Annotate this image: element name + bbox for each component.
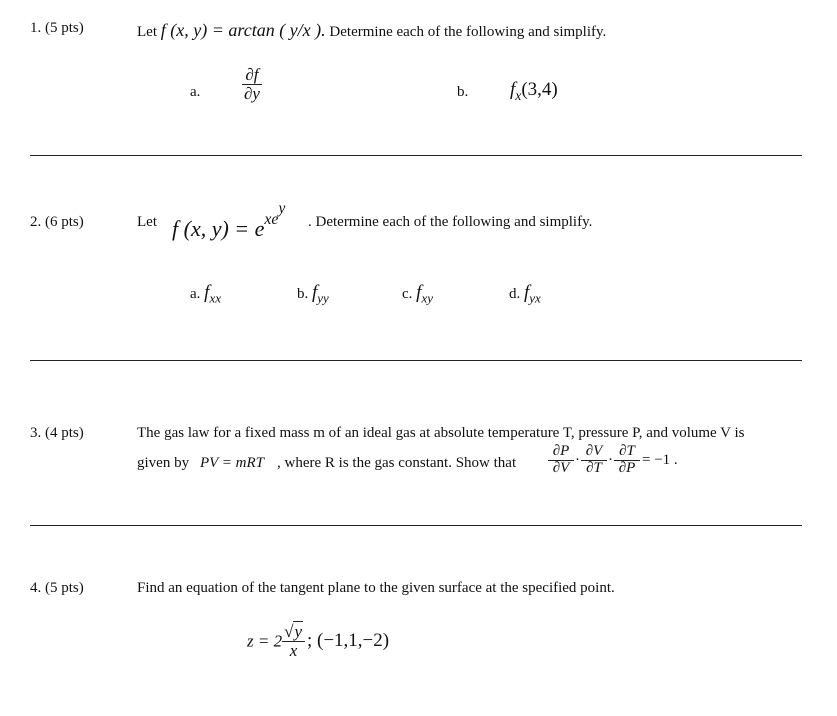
q2-exp-exp: y [278, 200, 286, 217]
q2-part-b [297, 282, 329, 307]
q3-f2-num: ∂V [585, 443, 603, 459]
q3-f1-num: ∂P [552, 443, 570, 459]
q2-instruction: . Determine each of the following and simplify. [308, 214, 593, 230]
divider-3 [30, 525, 802, 526]
q2-part-a-sub: xx [209, 290, 221, 306]
q2-part-d [509, 282, 541, 307]
divider-1 [30, 155, 802, 156]
q2-part-b-sub: yy [317, 290, 329, 306]
q2-function [172, 200, 285, 242]
q3-line1: The gas law for a fixed mass m of an ideal gas at absolute temperature T, pressure P, and volume V is [137, 425, 745, 441]
q2-part-c-f: f [416, 282, 422, 303]
q3-number: 3. (4 pts) [30, 425, 84, 441]
q1-b-label: b. [457, 84, 469, 100]
q2-part-d-f: f [524, 282, 530, 303]
q3-f1-den: ∂V [548, 460, 574, 477]
q1-number: 1. (5 pts) [30, 20, 84, 36]
q1-a-denominator: ∂y [244, 83, 260, 103]
divider-2 [30, 360, 802, 361]
q4-equation [247, 623, 389, 660]
q4-z-eq: z = 2 [247, 631, 283, 651]
sqrt-icon: √ [284, 622, 294, 641]
q1-let: Let [137, 24, 157, 40]
q1-function: f (x, y) = arctan ( y/x ). [160, 20, 326, 40]
q3-f3-num: ∂T [619, 443, 635, 459]
q3-f2-den: ∂T [581, 460, 607, 477]
q2-function-lhs: f (x, y) = e [172, 216, 265, 242]
q2-part-c-label: c. [402, 286, 413, 302]
q2-part-b-label: b. [297, 286, 309, 302]
q1-statement [137, 20, 606, 41]
q3-rhs: = −1 . [642, 451, 678, 468]
q2-part-c-sub: xy [421, 290, 433, 306]
q2-part-a-label: a. [190, 286, 201, 302]
q1-b-f: f [510, 79, 516, 100]
q2-part-d-sub: yx [529, 290, 541, 306]
q3-line2-b: , where R is the gas constant. Show that [277, 455, 517, 471]
q4-denominator: x [282, 641, 305, 660]
q3-product: $\frac{\partial P}{\partial V}$ · $\frac{\partial V}{\partial T}$ · $\frac{\partial T}{\partial P}$ = −1 . [548, 444, 678, 477]
q3-f3-den: ∂P [614, 460, 640, 477]
q2-part-b-f: f [312, 282, 318, 303]
q1-b-expression [510, 79, 558, 104]
q2-part-a [190, 282, 221, 307]
q2-number: 2. (6 pts) [30, 214, 84, 230]
q4-number: 4. (5 pts) [30, 580, 84, 596]
q2-let: Let [137, 214, 157, 230]
q1-b-arg: (3,4) [521, 79, 558, 100]
q4-point: ; (−1,1,−2) [306, 630, 390, 652]
q2-part-a-f: f [204, 282, 210, 303]
q2-part-d-label: d. [509, 286, 521, 302]
q1-a-label: a. [190, 84, 201, 100]
q1-instruction: Determine each of the following and simplify. [329, 24, 607, 40]
q4-numerator [282, 623, 305, 641]
q4-instruction: Find an equation of the tangent plane to the given surface at the specified point. [137, 580, 615, 596]
q2-exp-base: xe [264, 211, 279, 229]
q1-b-sub: x [515, 87, 522, 103]
q1-a-fraction [242, 66, 262, 103]
q3-line2-a: given by [137, 455, 190, 471]
q3-line2-eq: PV = mRT [200, 455, 265, 471]
q2-part-c [402, 282, 433, 307]
q1-a-numerator: ∂f [245, 65, 259, 84]
q4-sqrt-content: y [294, 622, 302, 641]
